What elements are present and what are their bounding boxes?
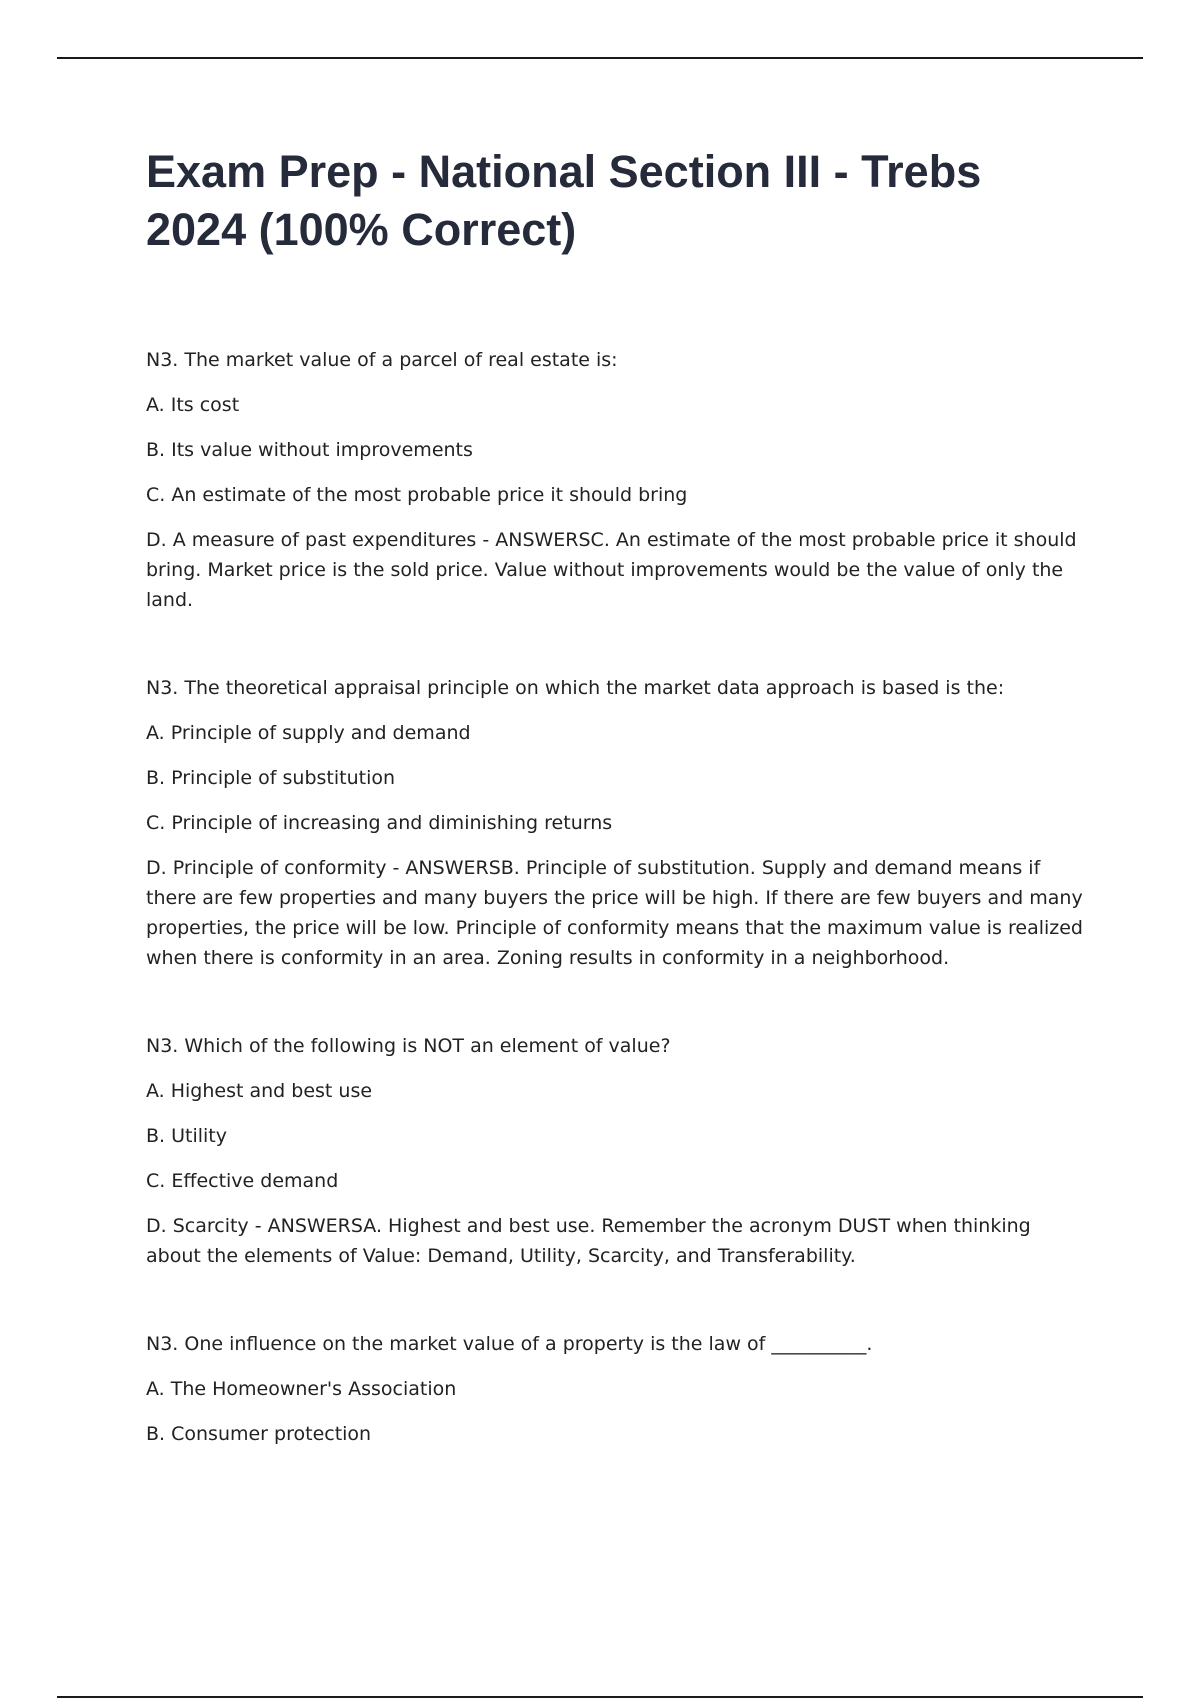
answer-option: B. Principle of substitution (146, 767, 396, 789)
answer-option: C. Effective demand (146, 1170, 339, 1192)
answer-option-with-explanation: D. A measure of past expenditures - ANSWERSC. An estimate of the most probable price it should bring. Market price is the sold price. Value without improvements would be the value of only the land. (146, 529, 1077, 611)
question-prompt: N3. One influence on the market value of a property is the law of __________. (146, 1333, 873, 1355)
footer-rule (57, 1696, 1143, 1698)
question-list (146, 345, 1086, 1507)
question-4 (146, 1329, 1086, 1449)
answer-option: B. Consumer protection (146, 1423, 372, 1445)
answer-option-with-explanation: D. Scarcity - ANSWERSA. Highest and best use. Remember the acronym DUST when thinking about the elements of Value: Demand, Utility, Scarcity, and Transferability. (146, 1215, 1031, 1267)
answer-option: C. Principle of increasing and diminishing returns (146, 812, 613, 834)
answer-option-with-explanation: D. Principle of conformity - ANSWERSB. Principle of substitution. Supply and demand means if there are few properties and many buyers the price will be high. If there are few buyers and many properties, the price will be low. Principle of conformity means that the maximum value is realized when there is conformity in an area. Zoning results in conformity in a neighborhood. (146, 857, 1083, 969)
question-1 (146, 345, 1086, 615)
page-title: Exam Prep - National Section III - Trebs 2024 (100% Correct) (146, 146, 982, 255)
answer-option: C. An estimate of the most probable price it should bring (146, 484, 688, 506)
answer-option: A. Its cost (146, 394, 240, 416)
answer-option: A. Highest and best use (146, 1080, 373, 1102)
answer-option: B. Its value without improvements (146, 439, 473, 461)
question-3 (146, 1031, 1086, 1271)
answer-option: A. Principle of supply and demand (146, 722, 471, 744)
question-prompt: N3. Which of the following is NOT an element of value? (146, 1035, 671, 1057)
question-prompt: N3. The theoretical appraisal principle on which the market data approach is based is the: (146, 677, 1005, 699)
header-rule (57, 57, 1143, 59)
question-2 (146, 673, 1086, 973)
answer-option: B. Utility (146, 1125, 228, 1147)
answer-option: A. The Homeowner's Association (146, 1378, 457, 1400)
question-prompt: N3. The market value of a parcel of real estate is: (146, 349, 618, 371)
